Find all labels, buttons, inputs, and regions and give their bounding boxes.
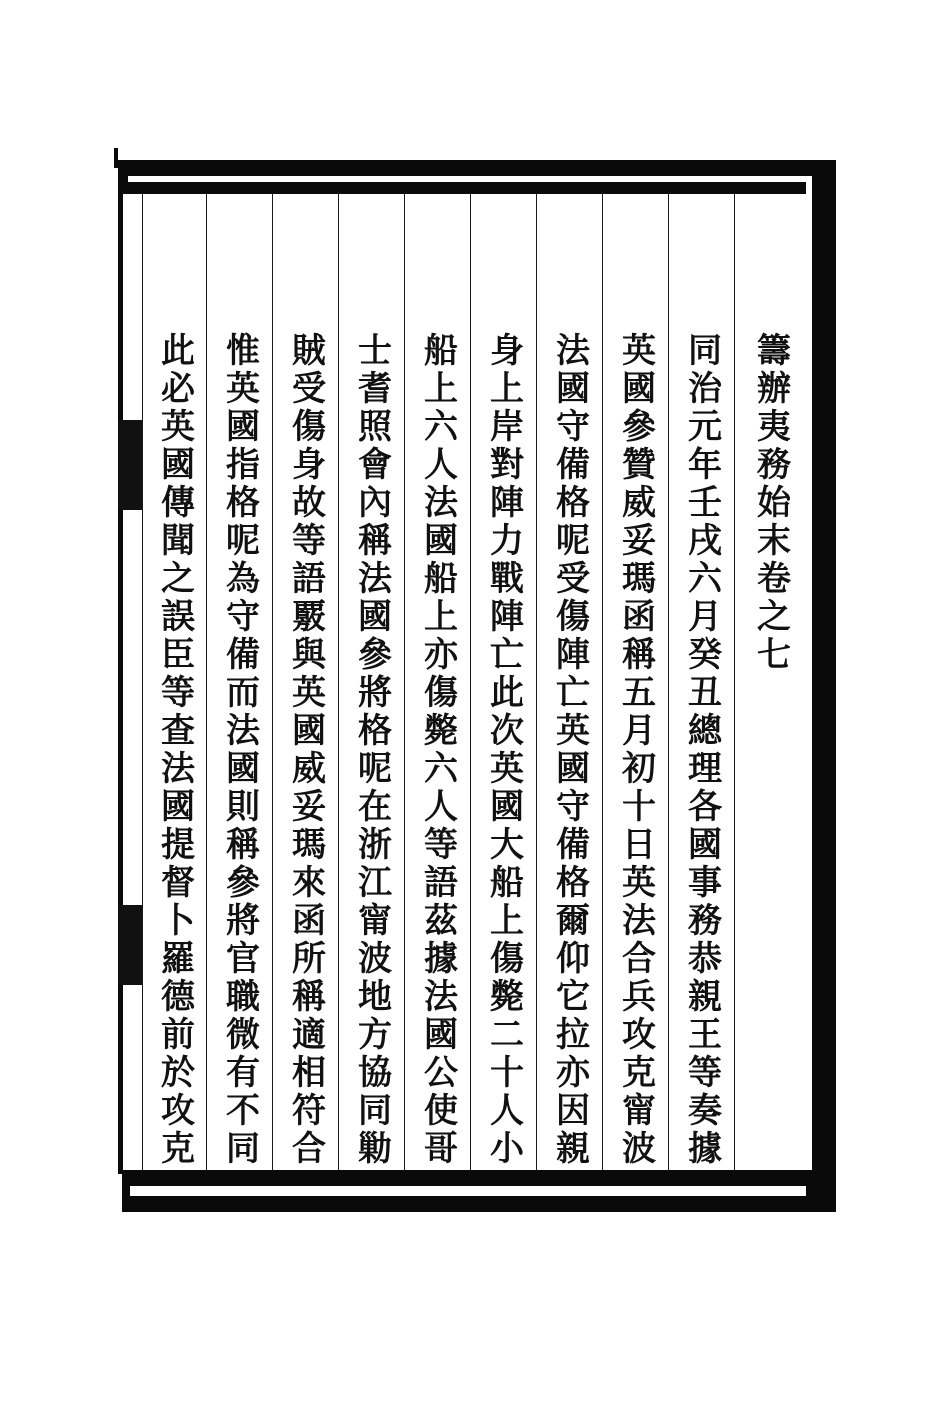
frame-bottom-inner-line — [130, 1186, 806, 1196]
frame-right-border — [812, 160, 836, 1212]
text-column: 賊受傷身故等語覈與英國威妥瑪來函所稱適相符合 — [272, 194, 338, 1170]
text-column: 士耆照會內稱法國參將格呢在浙江甯波地方協同勦 — [338, 194, 404, 1170]
book-title: 籌辦夷務始末卷之七 — [750, 332, 791, 674]
text-column: 同治元年壬戌六月癸丑總理各國事務恭親王等奏據 — [668, 194, 734, 1170]
text-column: 惟英國指格呢為守備而法國則稱參將官職微有不同 — [206, 194, 272, 1170]
text-column: 法國守備格呢受傷陣亡英國守備格爾仰它拉亦因親 — [536, 194, 602, 1170]
frame-left-border — [118, 194, 123, 1174]
frame-top-inner-line — [128, 176, 820, 182]
frame-right-inner-line — [806, 182, 812, 1192]
binding-mark — [118, 905, 142, 985]
text-block — [142, 194, 806, 1170]
text-column: 此必英國傳聞之誤臣等查法國提督卜羅德前於攻克 — [142, 194, 206, 1170]
text-column: 英國參贊威妥瑪函稱五月初十日英法合兵攻克甯波 — [602, 194, 668, 1170]
text-column: 船上六人法國船上亦傷斃六人等語茲據法國公使哥 — [404, 194, 470, 1170]
binding-mark — [118, 420, 142, 510]
text-column: 身上岸對陣力戰陣亡此次英國大船上傷斃二十人小 — [470, 194, 536, 1170]
text-column-title — [734, 194, 806, 1170]
